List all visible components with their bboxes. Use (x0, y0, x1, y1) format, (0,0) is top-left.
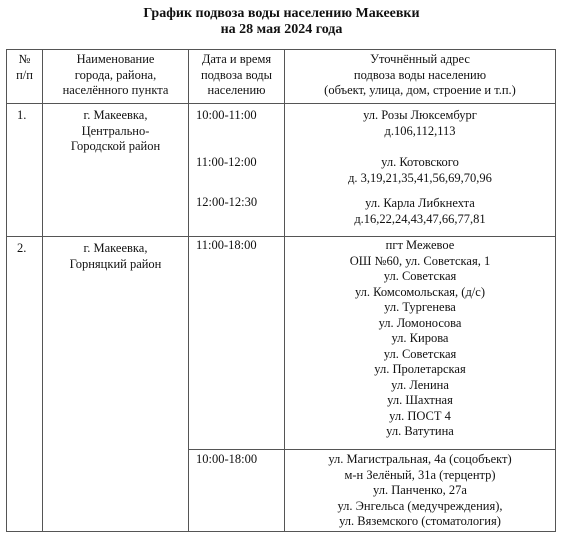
slot-time: 10:00-18:00 (196, 452, 258, 466)
table-row (7, 237, 556, 450)
document-title (0, 0, 563, 38)
header-row (7, 50, 556, 104)
address-line: ул. Комсомольская, (д/с) (354, 284, 485, 299)
address-line: ул. Ломоносова (378, 315, 462, 330)
row-number: 2. (7, 237, 43, 532)
row-location: г. Макеевка, Горняцкий район (43, 237, 189, 532)
address-line: ул. Розы Люксембург (363, 108, 477, 122)
slot-time-cell (189, 450, 285, 532)
address-line: ул. Магистральная, 4а (соцобъект) (328, 452, 512, 466)
title-line-1: График подвоза воды населению Макеевки (143, 6, 420, 21)
slot-address-cell (285, 237, 556, 450)
header-num: № п/п (7, 50, 43, 104)
row-number: 1. (7, 104, 43, 237)
address-line: ОШ №60, ул. Советская, 1 (349, 253, 491, 268)
address-line: ул. Советская (383, 269, 457, 283)
slot-time: 11:00-18:00 (196, 238, 257, 252)
address-line: ул. Энгельса (медучреждения), (337, 498, 503, 513)
slot-time-cell (189, 237, 285, 450)
address-line: ул. Ватутина (386, 424, 454, 438)
schedule-table (6, 49, 556, 532)
slot-address-cell (285, 450, 556, 532)
row-times (189, 104, 285, 237)
header-datetime: Дата и время подвоза воды населению (189, 50, 285, 104)
address-line: ул. Вяземского (стоматология) (339, 514, 501, 528)
address-line: д.106,112,113 (384, 123, 456, 138)
address-line: ул. Советская (383, 346, 457, 361)
address-line: ул. Пролетарская (374, 362, 466, 376)
table-row (7, 104, 556, 237)
address-line: ул. Кирова (391, 331, 449, 345)
address-line: д. 3,19,21,35,41,56,69,70,96 (348, 170, 492, 185)
row-addresses (285, 104, 556, 237)
slot-time: 10:00-11:00 (196, 108, 257, 122)
header-location: Наименование города, района, населённого пункта (43, 50, 189, 104)
slot-time: 11:00-12:00 (196, 154, 257, 169)
address-line: пгт Межевое (385, 238, 455, 252)
address-line: ул. Котовского (381, 155, 459, 169)
address-line: ул. Ленина (391, 377, 449, 392)
address-line: д.16,22,24,43,47,66,77,81 (354, 211, 486, 226)
address-line: ул. Карла Либкнехта (365, 196, 475, 210)
header-address: Уточнённый адрес подвоза воды населению (объект, улица, дом, строение и т.п.) (285, 50, 556, 104)
row-location: г. Макеевка, Центрально- Городской район (43, 104, 189, 237)
address-line: ул. ПОСТ 4 (389, 408, 451, 423)
title-line-2: на 28 мая 2024 года (220, 22, 343, 37)
address-line: ул. Шахтная (387, 393, 453, 407)
address-line: ул. Панченко, 27а (373, 483, 467, 497)
slot-time: 12:00-12:30 (196, 195, 258, 209)
address-line: м-н Зелёный, 31а (терцентр) (344, 467, 496, 482)
address-line: ул. Тургенева (384, 300, 456, 314)
